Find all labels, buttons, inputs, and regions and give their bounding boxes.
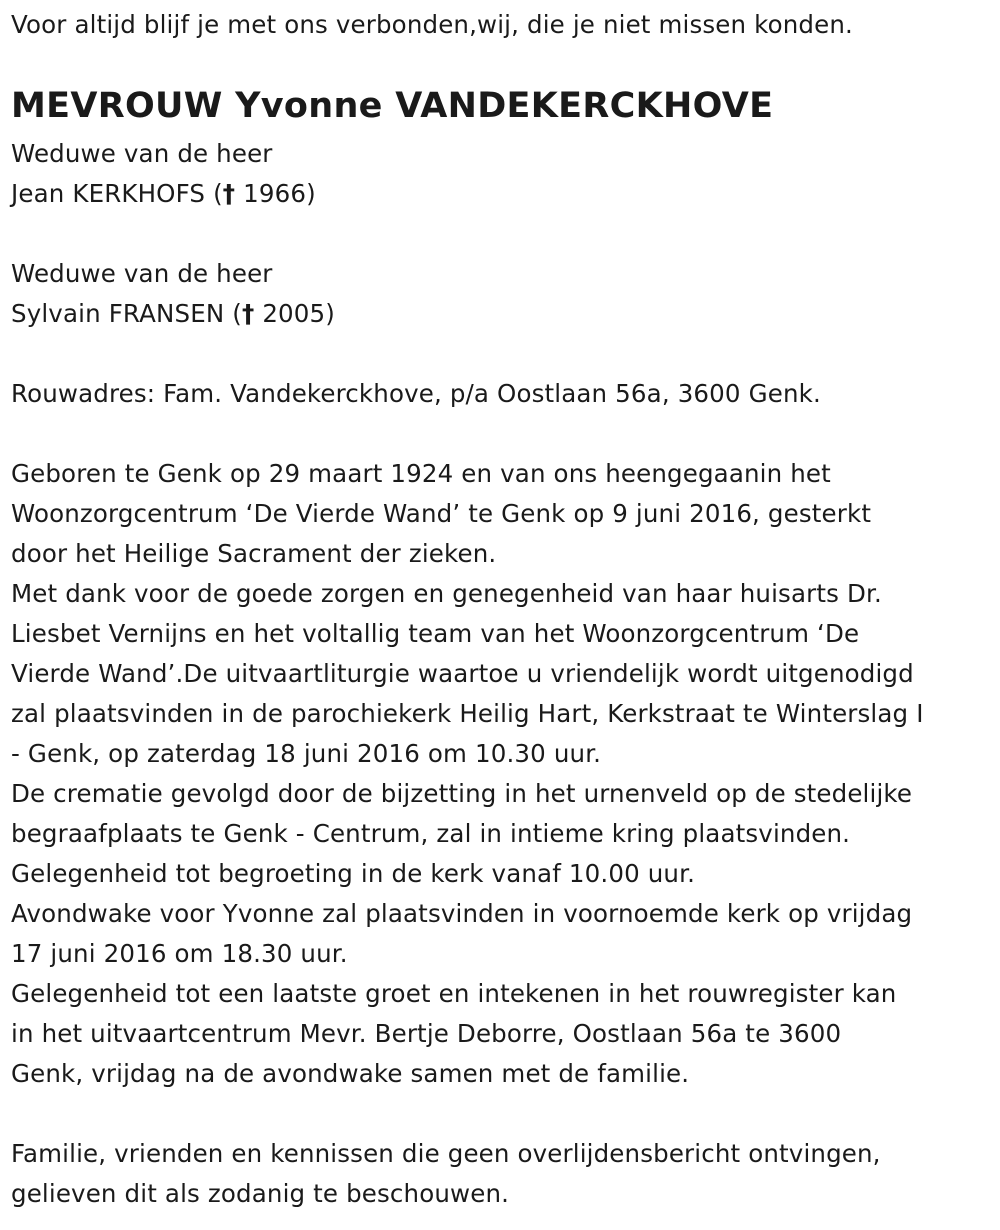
body-line: Met dank voor de goede zorgen en genegenheid van haar huisarts Dr. <box>11 579 882 608</box>
mourning-address <box>11 374 821 414</box>
spouse-2-year: 2005) <box>254 299 335 328</box>
body-line: De crematie gevolgd door de bijzetting in het urnenveld op de stedelijke <box>11 779 913 808</box>
body-line: Vierde Wand’.De uitvaartliturgie waartoe u vriendelijk wordt uitgenodigd <box>11 659 914 688</box>
body-line: 17 juni 2016 om 18.30 uur. <box>11 939 348 968</box>
spouse-1-year: 1966) <box>235 179 316 208</box>
spouse-2-relation: Weduwe van de heer <box>11 259 273 288</box>
obituary-body <box>11 454 924 1094</box>
body-line: Gelegenheid tot een laatste groet en intekenen in het rouwregister kan <box>11 979 897 1008</box>
body-line: Liesbet Vernijns en het voltallig team van het Woonzorgcentrum ‘De <box>11 619 860 648</box>
spouse-2-name-text: Sylvain FRANSEN ( <box>11 299 242 328</box>
body-line: Avondwake voor Yvonne zal plaatsvinden in voornoemde kerk op vrijdag <box>11 899 913 928</box>
spouse-1-relation: Weduwe van de heer <box>11 139 273 168</box>
spouse-1-name <box>11 174 316 214</box>
body-line: Geboren te Genk op 29 maart 1924 en van ons heengegaanin het <box>11 459 831 488</box>
cross-icon: † <box>241 299 255 328</box>
spouse-2-name <box>11 294 335 334</box>
deceased-name: MEVROUW Yvonne VANDEKERCKHOVE <box>11 86 774 126</box>
body-line: Gelegenheid tot begroeting in de kerk vanaf 10.00 uur. <box>11 859 696 888</box>
spouse-block-1 <box>11 134 316 214</box>
closing-note <box>11 1134 881 1214</box>
spouse-1-name-text: Jean KERKHOFS ( <box>11 179 223 208</box>
body-line: Woonzorgcentrum ‘De Vierde Wand’ te Genk op 9 juni 2016, gesterkt <box>11 499 872 528</box>
body-line: begraafplaats te Genk - Centrum, zal in intieme kring plaatsvinden. <box>11 819 851 848</box>
mourning-address-line: Rouwadres: Fam. Vandekerckhove, p/a Oostlaan 56a, 3600 Genk. <box>11 379 821 408</box>
closing-line: gelieven dit als zodanig te beschouwen. <box>11 1179 510 1208</box>
cross-icon: † <box>222 179 236 208</box>
spouse-block-2 <box>11 254 335 334</box>
body-line: in het uitvaartcentrum Mevr. Bertje Deborre, Oostlaan 56a te 3600 <box>11 1019 842 1048</box>
body-line: door het Heilige Sacrament der zieken. <box>11 539 497 568</box>
body-line: Genk, vrijdag na de avondwake samen met de familie. <box>11 1059 690 1088</box>
body-line: - Genk, op zaterdag 18 juni 2016 om 10.30 uur. <box>11 739 602 768</box>
closing-line: Familie, vrienden en kennissen die geen overlijdensbericht ontvingen, <box>11 1139 881 1168</box>
body-line: zal plaatsvinden in de parochiekerk Heilig Hart, Kerkstraat te Winterslag I <box>11 699 924 728</box>
opening-verse: Voor altijd blijf je met ons verbonden,wij, die je niet missen konden. <box>11 10 853 39</box>
